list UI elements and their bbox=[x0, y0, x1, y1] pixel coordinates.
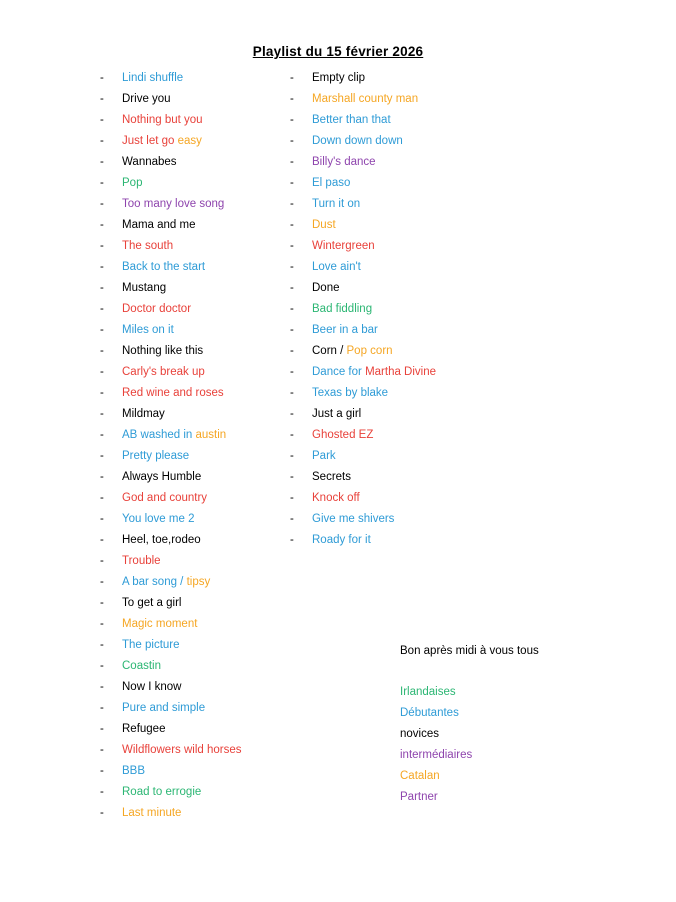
playlist-item bbox=[290, 219, 676, 240]
bullet-dash: - bbox=[290, 366, 294, 378]
bullet-dash: - bbox=[290, 114, 294, 126]
track-label: Marshall county man bbox=[312, 93, 419, 105]
playlist-item bbox=[100, 555, 290, 576]
playlist-item bbox=[100, 492, 290, 513]
bullet-dash: - bbox=[100, 219, 104, 231]
dance-level-item: Catalan bbox=[400, 770, 440, 782]
playlist-item bbox=[290, 366, 676, 387]
playlist-item bbox=[100, 702, 290, 723]
track-label: Just let go easy bbox=[122, 135, 202, 147]
playlist-item bbox=[100, 93, 290, 114]
bullet-dash: - bbox=[100, 555, 104, 567]
playlist-item bbox=[100, 366, 290, 387]
dance-level-item: Partner bbox=[400, 791, 438, 803]
playlist-item bbox=[100, 261, 290, 282]
bullet-dash: - bbox=[100, 765, 104, 777]
playlist-item bbox=[290, 345, 676, 366]
playlist-item bbox=[290, 135, 676, 156]
bullet-dash: - bbox=[100, 72, 104, 84]
playlist-item bbox=[290, 198, 676, 219]
bullet-dash: - bbox=[100, 177, 104, 189]
bullet-dash: - bbox=[100, 639, 104, 651]
track-label: Heel, toe,rodeo bbox=[122, 534, 201, 546]
track-label: Miles on it bbox=[122, 324, 174, 336]
bullet-dash: - bbox=[100, 576, 104, 588]
playlist-item bbox=[290, 450, 676, 471]
bullet-dash: - bbox=[290, 450, 294, 462]
playlist-item bbox=[100, 135, 290, 156]
playlist-item bbox=[290, 303, 676, 324]
playlist-item bbox=[290, 387, 676, 408]
bullet-dash: - bbox=[100, 282, 104, 294]
bullet-dash: - bbox=[290, 93, 294, 105]
bullet-dash: - bbox=[290, 408, 294, 420]
bullet-dash: - bbox=[290, 345, 294, 357]
bullet-dash: - bbox=[100, 156, 104, 168]
playlist-item bbox=[100, 408, 290, 429]
track-label: Bad fiddling bbox=[312, 303, 373, 315]
playlist-item bbox=[290, 114, 676, 135]
track-label: Wannabes bbox=[122, 156, 177, 168]
bullet-dash: - bbox=[100, 681, 104, 693]
bullet-dash: - bbox=[290, 303, 294, 315]
playlist-item bbox=[290, 513, 676, 534]
track-label: Mama and me bbox=[122, 219, 196, 231]
track-label: Knock off bbox=[312, 492, 360, 504]
track-label: The south bbox=[122, 240, 174, 252]
playlist-item bbox=[100, 744, 290, 765]
playlist-item bbox=[100, 660, 290, 681]
playlist-item bbox=[100, 450, 290, 471]
playlist-item bbox=[100, 513, 290, 534]
bullet-dash: - bbox=[290, 135, 294, 147]
track-label: Pure and simple bbox=[122, 702, 206, 714]
playlist-item bbox=[100, 534, 290, 555]
track-label: Nothing like this bbox=[122, 345, 204, 357]
track-label: Turn it on bbox=[312, 198, 361, 210]
bullet-dash: - bbox=[100, 597, 104, 609]
bullet-dash: - bbox=[290, 471, 294, 483]
playlist-item bbox=[290, 471, 676, 492]
track-label: Wildflowers wild horses bbox=[122, 744, 242, 756]
track-label: Beer in a bar bbox=[312, 324, 378, 336]
track-label: Roady for it bbox=[312, 534, 371, 546]
track-label: Billy's dance bbox=[312, 156, 376, 168]
track-label: You love me 2 bbox=[122, 513, 195, 525]
track-label: Wintergreen bbox=[312, 240, 375, 252]
playlist-item bbox=[100, 765, 290, 786]
bullet-dash: - bbox=[290, 156, 294, 168]
playlist-item bbox=[100, 786, 290, 807]
track-label: Love ain't bbox=[312, 261, 361, 273]
track-label: AB washed in austin bbox=[122, 429, 227, 441]
playlist-item bbox=[100, 387, 290, 408]
track-label: Corn / Pop corn bbox=[312, 345, 393, 357]
track-label: Mildmay bbox=[122, 408, 165, 420]
playlist-item bbox=[100, 345, 290, 366]
dance-level-item: intermédiaires bbox=[400, 749, 473, 761]
track-label: Doctor doctor bbox=[122, 303, 192, 315]
track-label: Now I know bbox=[122, 681, 182, 693]
playlist-item bbox=[100, 723, 290, 744]
playlist-item bbox=[290, 177, 676, 198]
bullet-dash: - bbox=[100, 324, 104, 336]
track-label: Red wine and roses bbox=[122, 387, 224, 399]
playlist-item bbox=[100, 681, 290, 702]
track-label: Secrets bbox=[312, 471, 351, 483]
bullet-dash: - bbox=[100, 450, 104, 462]
playlist-item bbox=[100, 429, 290, 450]
bullet-dash: - bbox=[290, 387, 294, 399]
playlist-item bbox=[290, 240, 676, 261]
track-label: A bar song / tipsy bbox=[122, 576, 211, 588]
track-label: Texas by blake bbox=[312, 387, 389, 399]
bullet-dash: - bbox=[290, 282, 294, 294]
playlist-item bbox=[100, 324, 290, 345]
closing-note: Bon après midi à vous tous bbox=[400, 645, 539, 657]
track-label: Carly's break up bbox=[122, 366, 205, 378]
playlist-item bbox=[100, 240, 290, 261]
playlist-item bbox=[290, 324, 676, 345]
bullet-dash: - bbox=[100, 345, 104, 357]
track-label: Always Humble bbox=[122, 471, 202, 483]
playlist-item bbox=[100, 72, 290, 93]
bullet-dash: - bbox=[100, 261, 104, 273]
bullet-dash: - bbox=[100, 366, 104, 378]
playlist-item bbox=[290, 282, 676, 303]
track-label: Drive you bbox=[122, 93, 171, 105]
playlist-item bbox=[290, 156, 676, 177]
bullet-dash: - bbox=[290, 492, 294, 504]
track-label: Give me shivers bbox=[312, 513, 395, 525]
playlist-item bbox=[100, 156, 290, 177]
track-label: Better than that bbox=[312, 114, 391, 126]
bullet-dash: - bbox=[100, 660, 104, 672]
track-label: El paso bbox=[312, 177, 351, 189]
track-label-highlight: easy bbox=[177, 135, 202, 147]
playlist-item bbox=[290, 93, 676, 114]
bullet-dash: - bbox=[100, 786, 104, 798]
track-label: Empty clip bbox=[312, 72, 366, 84]
bullet-dash: - bbox=[100, 198, 104, 210]
bullet-dash: - bbox=[100, 807, 104, 819]
playlist-item bbox=[100, 639, 290, 660]
bullet-dash: - bbox=[290, 198, 294, 210]
bullet-dash: - bbox=[290, 177, 294, 189]
dance-level-item: Irlandaises bbox=[400, 686, 456, 698]
track-label: Last minute bbox=[122, 807, 182, 819]
track-label: The picture bbox=[122, 639, 180, 651]
bullet-dash: - bbox=[100, 744, 104, 756]
track-label: Trouble bbox=[122, 555, 161, 567]
playlist-item bbox=[100, 597, 290, 618]
bullet-dash: - bbox=[100, 408, 104, 420]
playlist-item bbox=[100, 198, 290, 219]
track-label: Nothing but you bbox=[122, 114, 203, 126]
track-label: Dance for Martha Divine bbox=[312, 366, 437, 378]
track-label: Mustang bbox=[122, 282, 167, 294]
bullet-dash: - bbox=[100, 429, 104, 441]
bullet-dash: - bbox=[100, 513, 104, 525]
playlist-column-right bbox=[290, 72, 676, 828]
track-label: Park bbox=[312, 450, 336, 462]
track-label: God and country bbox=[122, 492, 208, 504]
playlist-item bbox=[100, 177, 290, 198]
page-title bbox=[0, 44, 676, 59]
page-title-text: Playlist du 15 février 2026 bbox=[252, 44, 424, 59]
bullet-dash: - bbox=[290, 219, 294, 231]
track-label: Refugee bbox=[122, 723, 166, 735]
playlist-item bbox=[290, 492, 676, 513]
track-label: Just a girl bbox=[312, 408, 362, 420]
playlist-columns bbox=[0, 72, 676, 828]
bullet-dash: - bbox=[100, 618, 104, 630]
playlist-item bbox=[100, 114, 290, 135]
bullet-dash: - bbox=[290, 324, 294, 336]
track-label-highlight: Martha Divine bbox=[365, 366, 437, 378]
playlist-item bbox=[100, 303, 290, 324]
playlist-item bbox=[290, 261, 676, 282]
dance-level-item: Débutantes bbox=[400, 707, 459, 719]
bullet-dash: - bbox=[100, 240, 104, 252]
track-label: BBB bbox=[122, 765, 146, 777]
track-label: Magic moment bbox=[122, 618, 198, 630]
bullet-dash: - bbox=[290, 72, 294, 84]
track-label-highlight: Pop corn bbox=[346, 345, 393, 357]
playlist-item bbox=[290, 408, 676, 429]
bullet-dash: - bbox=[290, 429, 294, 441]
track-label: Lindi shuffle bbox=[122, 72, 184, 84]
track-label: Done bbox=[312, 282, 340, 294]
track-label: Too many love song bbox=[122, 198, 225, 210]
track-label-highlight: tipsy bbox=[186, 576, 211, 588]
playlist-item bbox=[100, 471, 290, 492]
bullet-dash: - bbox=[100, 387, 104, 399]
track-label: Down down down bbox=[312, 135, 403, 147]
bullet-dash: - bbox=[100, 471, 104, 483]
track-label: Pop bbox=[122, 177, 143, 189]
bullet-dash: - bbox=[100, 534, 104, 546]
playlist-item bbox=[100, 618, 290, 639]
bullet-dash: - bbox=[100, 723, 104, 735]
bullet-dash: - bbox=[100, 114, 104, 126]
bullet-dash: - bbox=[290, 513, 294, 525]
bullet-dash: - bbox=[100, 303, 104, 315]
track-label: Back to the start bbox=[122, 261, 206, 273]
dance-level-item: novices bbox=[400, 728, 439, 740]
bullet-dash: - bbox=[290, 261, 294, 273]
playlist-item bbox=[100, 807, 290, 828]
bullet-dash: - bbox=[290, 240, 294, 252]
dance-level-list bbox=[400, 686, 472, 812]
bullet-dash: - bbox=[100, 492, 104, 504]
bullet-dash: - bbox=[100, 93, 104, 105]
bullet-dash: - bbox=[100, 135, 104, 147]
playlist-item bbox=[290, 534, 676, 555]
track-label: Ghosted EZ bbox=[312, 429, 374, 441]
playlist-item bbox=[100, 282, 290, 303]
track-label-highlight: austin bbox=[195, 429, 227, 441]
track-label: Dust bbox=[312, 219, 336, 231]
track-label: Coastin bbox=[122, 660, 161, 672]
bullet-dash: - bbox=[290, 534, 294, 546]
track-label: To get a girl bbox=[122, 597, 182, 609]
playlist-item bbox=[290, 72, 676, 93]
track-label: Road to errogie bbox=[122, 786, 202, 798]
playlist-item bbox=[290, 429, 676, 450]
bullet-dash: - bbox=[100, 702, 104, 714]
playlist-item bbox=[100, 219, 290, 240]
playlist-item bbox=[100, 576, 290, 597]
track-label: Pretty please bbox=[122, 450, 190, 462]
playlist-column-left bbox=[0, 72, 290, 828]
